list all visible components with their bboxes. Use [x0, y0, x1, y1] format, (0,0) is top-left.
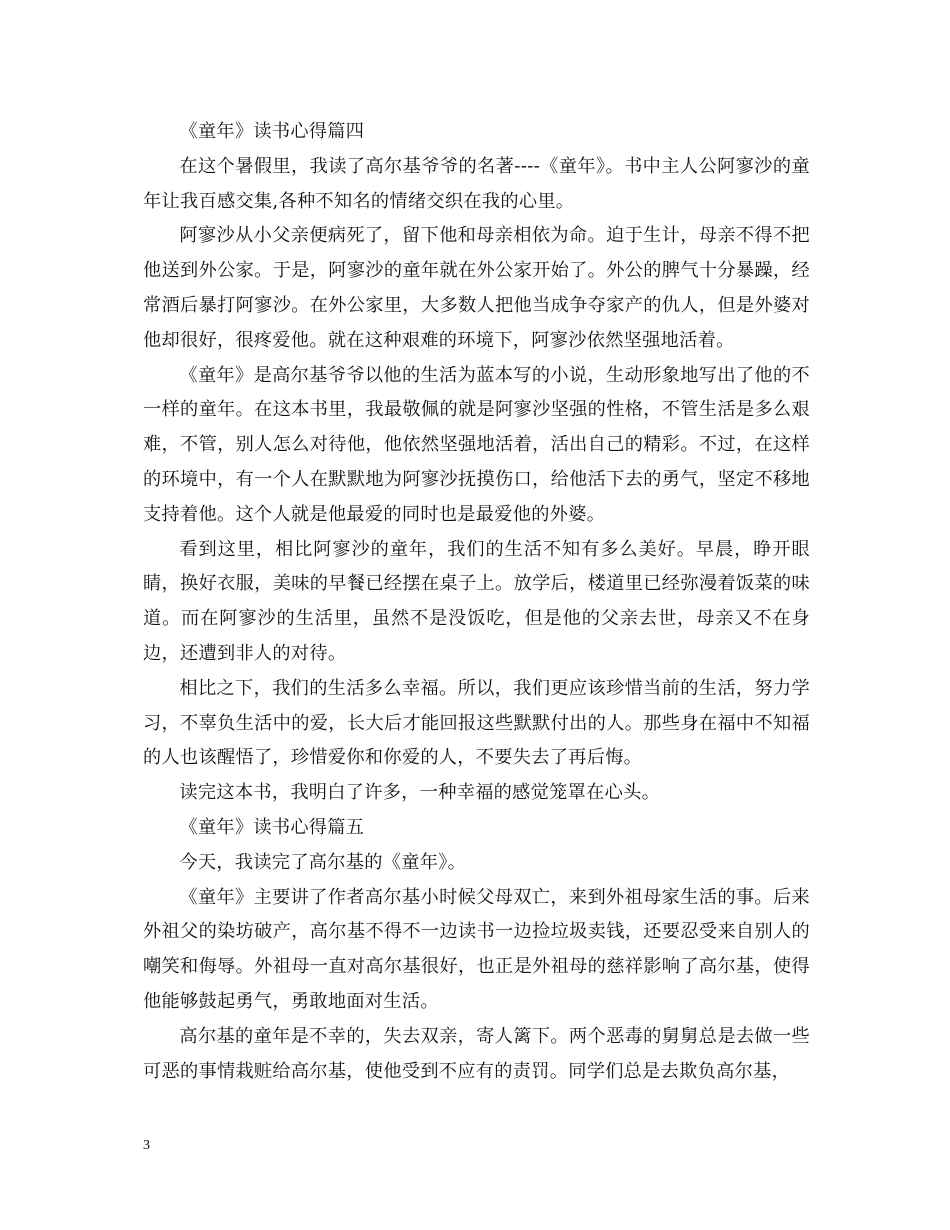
paragraph: 相比之下，我们的生活多么幸福。所以，我们更应该珍惜当前的生活，努力学习，不辜负生活中的爱，长大后才能回报这些默默付出的人。那些身在福中不知福的人也该醒悟了，珍惜爱你和你爱的人，不要失去了再后悔。 — [143, 677, 810, 769]
paragraph: 看到这里，相比阿寥沙的童年，我们的生活不知有多么美好。早晨，睁开眼睛，换好衣服，美味的早餐已经摆在桌子上。放学后，楼道里已经弥漫着饭菜的味道。而在阿寥沙的生活里，虽然不是没饭吃，但是他的父亲去世，母亲又不在身边，还遭到非人的对待。 — [143, 538, 810, 664]
paragraph: 《童年》是高尔基爷爷以他的生活为蓝本写的小说，生动形象地写出了他的不一样的童年。在这本书里，我最敬佩的就是阿寥沙坚强的性格，不管生活是多么艰难，不管，别人怎么对待他，他依然坚强地活着，活出自己的精彩。不过，在这样的环境中，有一个人在默默地为阿寥沙抚摸伤口，给他活下去的勇气，坚定不移地支持着他。这个人就是他最爱的同时也是最爱他的外婆。 — [143, 364, 810, 525]
paragraph: 在这个暑假里，我读了高尔基爷爷的名著----《童年》。书中主人公阿寥沙的童年让我百感交集,各种不知名的情绪交织在我的心里。 — [143, 155, 810, 212]
paragraph: 高尔基的童年是不幸的，失去双亲，寄人篱下。两个恶毒的舅舅总是去做一些可恶的事情栽赃给高尔基，使他受到不应有的责罚。同学们总是去欺负高尔基， — [143, 1025, 810, 1082]
paragraph: 阿寥沙从小父亲便病死了，留下他和母亲相依为命。迫于生计，母亲不得不把他送到外公家。于是，阿寥沙的童年就在外公家开始了。外公的脾气十分暴躁，经常酒后暴打阿寥沙。在外公家里，大多数人把他当成争夺家产的仇人，但是外婆对他却很好，很疼爱他。就在这种艰难的环境下，阿寥沙依然坚强地活着。 — [143, 225, 810, 351]
paragraph: 今天，我读完了高尔基的《童年》。 — [179, 851, 467, 873]
paragraph: 《童年》主要讲了作者高尔基小时候父母双亡，来到外祖母家生活的事。后来外祖父的染坊破产，高尔基不得不一边读书一边捡垃圾卖钱，还要忍受来自别人的嘲笑和侮辱。外祖母一直对高尔基很好，也正是外祖母的慈祥影响了高尔基，使得他能够鼓起勇气，勇敢地面对生活。 — [143, 886, 810, 1012]
document-body — [143, 115, 810, 1089]
page-number: 3 — [143, 1138, 150, 1153]
section-heading-4: 《童年》读书心得篇四 — [179, 121, 365, 142]
section-heading-5: 《童年》读书心得篇五 — [179, 816, 365, 838]
paragraph: 读完这本书，我明白了许多，一种幸福的感觉笼罩在心头。 — [179, 782, 661, 804]
